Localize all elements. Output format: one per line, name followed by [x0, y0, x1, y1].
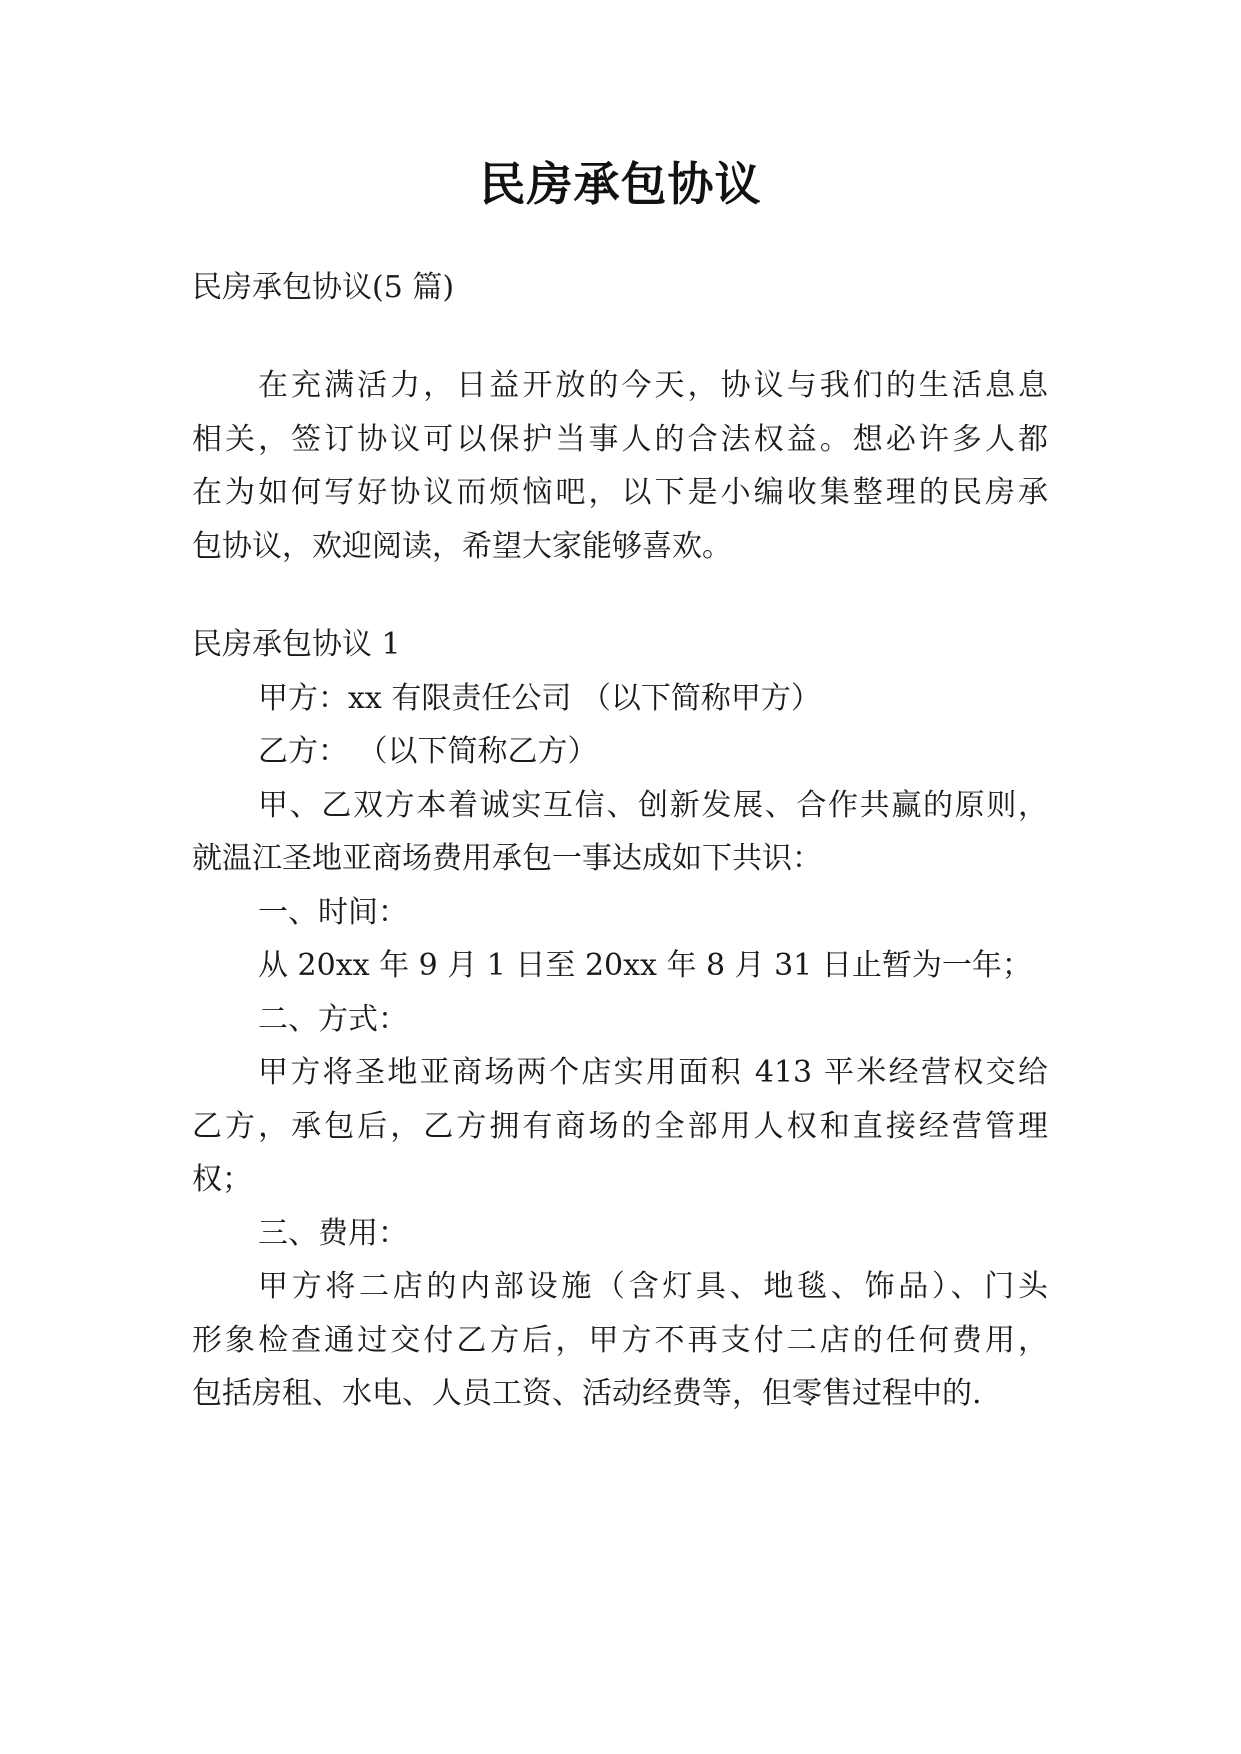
clause-text-line: 包括房租、水电、人员工资、活动经费等，但零售过程中的. [192, 1376, 982, 1411]
clause-text-line: 甲方将圣地亚商场两个店实用面积 413 平米经营权交给 [258, 1055, 1048, 1090]
clause-text: 从 20xx 年 9 月 1 日至 20xx 年 8 月 31 日止暂为一年； [258, 948, 1032, 983]
intro-line: 包协议，欢迎阅读，希望大家能够喜欢。 [192, 529, 732, 564]
clause-text-line: 权； [192, 1162, 252, 1197]
intro-line: 在充满活力，日益开放的今天，协议与我们的生活息息 [258, 368, 1048, 403]
preamble-line: 甲、乙双方本着诚实互信、创新发展、合作共赢的原则， [258, 788, 1048, 823]
intro-line: 相关，签订协议可以保护当事人的合法权益。想必许多人都 [192, 422, 1048, 457]
clause-text-line: 甲方将二店的内部设施（含灯具、地毯、饰品）、门头 [258, 1269, 1048, 1304]
clause-text-line: 形象检查通过交付乙方后，甲方不再支付二店的任何费用， [192, 1323, 1048, 1358]
intro-line: 在为如何写好协议而烦恼吧，以下是小编收集整理的民房承 [192, 475, 1048, 510]
party-b: 乙方： （以下简称乙方） [258, 734, 598, 769]
document-subtitle: 民房承包协议(5 篇) [192, 270, 455, 305]
clause-heading: 三、费用： [258, 1216, 408, 1251]
document-title: 民房承包协议 [479, 157, 762, 211]
clause-heading: 一、时间： [258, 895, 408, 930]
section-heading: 民房承包协议 1 [192, 627, 401, 662]
clause-text-line: 乙方，承包后，乙方拥有商场的全部用人权和直接经营管理 [192, 1109, 1048, 1144]
clause-heading: 二、方式： [258, 1002, 408, 1037]
preamble-line: 就温江圣地亚商场费用承包一事达成如下共识： [192, 841, 822, 876]
party-a: 甲方：xx 有限责任公司 （以下简称甲方） [258, 681, 821, 716]
